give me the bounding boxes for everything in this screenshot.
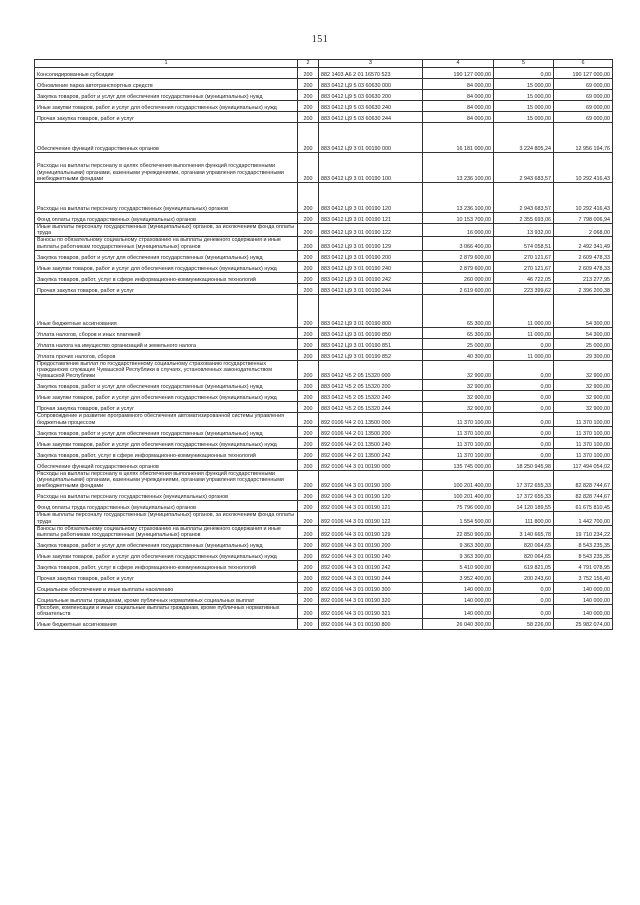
amount-cell: 14 120 189,55 [494, 501, 554, 512]
row-name-cell: Расходы на выплаты персоналу государственных (муниципальных) органов [35, 183, 298, 213]
amount-cell: 13 236 100,00 [423, 183, 494, 213]
amount-cell: 0,00 [494, 402, 554, 413]
budget-classification-code: 892 0106 Ч4 2 01 13500 200 [319, 426, 423, 437]
column-number: 2 [298, 60, 319, 68]
budget-classification-code: 883 0412 Ц9 3 01 00190 100 [319, 153, 423, 183]
budget-classification-code: 883 0412 Ц9 3 01 00190 850 [319, 327, 423, 338]
table-row [35, 512, 613, 525]
row-name-cell: Иные закупки товаров, работ и услуг для обеспечения государственных (муниципальных) нужд [35, 101, 298, 112]
table-row [35, 490, 613, 501]
row-code-cell: 200 [298, 349, 319, 360]
budget-classification-code: 883 0412 Ц9 3 01 00190 200 [319, 250, 423, 261]
amount-cell: 11 370 100,00 [554, 413, 613, 426]
amount-cell: 17 372 655,33 [494, 470, 554, 490]
budget-execution-table [34, 59, 613, 630]
row-code-cell: 200 [298, 101, 319, 112]
row-code-cell: 200 [298, 490, 319, 501]
amount-cell: 25 982 074,00 [554, 618, 613, 629]
amount-cell: 190 127 000,00 [423, 68, 494, 79]
amount-cell: 117 494 054,02 [554, 459, 613, 470]
budget-classification-code: 892 0106 Ч4 2 01 13500 242 [319, 448, 423, 459]
table-row [35, 618, 613, 629]
row-name-cell: Сопровождение и развитие программного обеспечения автоматизированной системы управления бюджетным процессом [35, 413, 298, 426]
row-code-cell: 200 [298, 250, 319, 261]
amount-cell: 0,00 [494, 391, 554, 402]
amount-cell: 0,00 [494, 380, 554, 391]
amount-cell: 0,00 [494, 448, 554, 459]
column-number: 5 [494, 60, 554, 68]
amount-cell: 7 798 006,94 [554, 213, 613, 224]
row-name-cell: Прочая закупка товаров, работ и услуг [35, 283, 298, 294]
table-row [35, 525, 613, 538]
amount-cell: 0,00 [494, 437, 554, 448]
table-row [35, 380, 613, 391]
amount-cell: 3 752 156,40 [554, 572, 613, 583]
row-code-cell: 200 [298, 123, 319, 153]
row-code-cell: 200 [298, 360, 319, 380]
amount-cell: 11 370 100,00 [554, 426, 613, 437]
amount-cell: 10 153 700,00 [423, 213, 494, 224]
amount-cell: 2 879 600,00 [423, 261, 494, 272]
amount-cell: 11 370 100,00 [423, 413, 494, 426]
amount-cell: 2 943 683,57 [494, 183, 554, 213]
budget-classification-code: 892 0106 Ч4 3 01 00190 120 [319, 490, 423, 501]
amount-cell: 135 745 000,00 [423, 459, 494, 470]
amount-cell: 140 000,00 [554, 583, 613, 594]
row-name-cell: Иные бюджетные ассигнования [35, 618, 298, 629]
row-code-cell: 200 [298, 183, 319, 213]
table-row [35, 79, 613, 90]
table-row [35, 237, 613, 250]
table-row [35, 402, 613, 413]
row-name-cell: Уплата прочих налогов, сборов [35, 349, 298, 360]
amount-cell: 2 068,00 [554, 224, 613, 237]
row-name-cell: Фонд оплаты труда государственных (муниципальных) органов [35, 501, 298, 512]
row-code-cell: 200 [298, 437, 319, 448]
row-code-cell: 200 [298, 470, 319, 490]
row-name-cell: Иные закупки товаров, работ и услуг для обеспечения государственных (муниципальных) нужд [35, 391, 298, 402]
table-row [35, 539, 613, 550]
amount-cell: 18 250 945,98 [494, 459, 554, 470]
table-row [35, 426, 613, 437]
budget-classification-code: 882 1403 А6 2 01 16570 523 [319, 68, 423, 79]
row-name-cell: Уплата налога на имущество организаций и земельного налога [35, 338, 298, 349]
amount-cell: 0,00 [494, 583, 554, 594]
amount-cell: 10 292 416,43 [554, 153, 613, 183]
amount-cell: 1 442 700,00 [554, 512, 613, 525]
amount-cell: 32 900,00 [423, 391, 494, 402]
row-code-cell: 200 [298, 583, 319, 594]
amount-cell: 11 370 100,00 [554, 437, 613, 448]
amount-cell: 15 000,00 [494, 90, 554, 101]
row-name-cell: Взносы по обязательному социальному страхованию на выплаты денежного содержания и иные выплаты работникам государственных (муниципальных) органов [35, 525, 298, 538]
row-code-cell: 200 [298, 605, 319, 618]
row-code-cell: 200 [298, 459, 319, 470]
amount-cell: 140 000,00 [554, 605, 613, 618]
row-code-cell: 200 [298, 68, 319, 79]
row-name-cell: Закупка товаров, работ и услуг для обеспечения государственных (муниципальных) нужд [35, 539, 298, 550]
budget-classification-code: 883 0412 Ц9 5 03 60630 244 [319, 112, 423, 123]
amount-cell: 65 300,00 [423, 294, 494, 327]
budget-classification-code: 883 0412 Ц9 3 01 00190 240 [319, 261, 423, 272]
amount-cell: 140 000,00 [554, 594, 613, 605]
row-code-cell: 200 [298, 539, 319, 550]
amount-cell: 32 900,00 [554, 360, 613, 380]
amount-cell: 32 900,00 [554, 380, 613, 391]
amount-cell: 2 619 600,00 [423, 283, 494, 294]
amount-cell: 84 000,00 [423, 79, 494, 90]
amount-cell: 46 722,05 [494, 272, 554, 283]
amount-cell: 13 236 100,00 [423, 153, 494, 183]
table-row [35, 153, 613, 183]
amount-cell: 5 410 900,00 [423, 561, 494, 572]
table-row [35, 470, 613, 490]
row-name-cell: Консолидированные субсидии [35, 68, 298, 79]
amount-cell: 32 900,00 [423, 402, 494, 413]
amount-cell: 2 609 478,33 [554, 261, 613, 272]
amount-cell: 32 900,00 [423, 360, 494, 380]
row-name-cell: Иные закупки товаров, работ и услуг для обеспечения государственных (муниципальных) нужд [35, 261, 298, 272]
amount-cell: 11 370 100,00 [423, 448, 494, 459]
row-name-cell: Закупка товаров, работ, услуг в сфере информационно-коммуникационных технологий [35, 561, 298, 572]
row-code-cell: 200 [298, 213, 319, 224]
row-name-cell: Социальное обеспечение и иные выплаты населению [35, 583, 298, 594]
budget-classification-code: 883 0412 Ц9 3 01 00190 242 [319, 272, 423, 283]
table-row [35, 213, 613, 224]
amount-cell: 13 932,00 [494, 224, 554, 237]
budget-classification-code: 883 0412 Ц9 3 01 00190 122 [319, 224, 423, 237]
row-code-cell: 200 [298, 153, 319, 183]
table-row [35, 561, 613, 572]
budget-classification-code: 892 0106 Ч4 3 01 00190 242 [319, 561, 423, 572]
budget-classification-code: 883 0412 Ч5 2 05 15320 240 [319, 391, 423, 402]
row-code-cell: 200 [298, 272, 319, 283]
budget-classification-code: 883 0412 Ч5 2 05 15320 244 [319, 402, 423, 413]
table-row [35, 459, 613, 470]
amount-cell: 32 900,00 [554, 391, 613, 402]
amount-cell: 22 850 900,00 [423, 525, 494, 538]
amount-cell: 29 300,00 [554, 349, 613, 360]
amount-cell: 69 000,00 [554, 90, 613, 101]
row-name-cell: Закупка товаров, работ, услуг в сфере информационно-коммуникационных технологий [35, 272, 298, 283]
amount-cell: 0,00 [494, 413, 554, 426]
table-row [35, 605, 613, 618]
table-row [35, 327, 613, 338]
amount-cell: 15 000,00 [494, 79, 554, 90]
amount-cell: 17 372 655,33 [494, 490, 554, 501]
budget-classification-code: 892 0106 Ч4 3 01 00190 800 [319, 618, 423, 629]
amount-cell: 65 300,00 [423, 327, 494, 338]
budget-classification-code: 892 0106 Ч4 2 01 13500 240 [319, 437, 423, 448]
amount-cell: 9 363 300,00 [423, 539, 494, 550]
amount-cell: 190 127 000,00 [554, 68, 613, 79]
table-row [35, 501, 613, 512]
amount-cell: 574 058,51 [494, 237, 554, 250]
budget-classification-code: 883 0412 Ц9 3 01 00190 000 [319, 123, 423, 153]
column-number: 1 [35, 60, 298, 68]
table-row [35, 272, 613, 283]
row-name-cell: Обеспечение функций государственных органов [35, 459, 298, 470]
row-name-cell: Прочая закупка товаров, работ и услуг [35, 402, 298, 413]
budget-classification-code: 892 0106 Ч4 3 01 00190 129 [319, 525, 423, 538]
row-code-cell: 200 [298, 79, 319, 90]
amount-cell: 15 000,00 [494, 112, 554, 123]
amount-cell: 3 952 400,00 [423, 572, 494, 583]
amount-cell: 270 121,67 [494, 250, 554, 261]
row-code-cell: 200 [298, 426, 319, 437]
budget-classification-code: 892 0106 Ч4 3 01 00190 000 [319, 459, 423, 470]
row-name-cell: Обеспечение функций государственных органов [35, 123, 298, 153]
row-code-cell: 200 [298, 594, 319, 605]
budget-classification-code: 892 0106 Ч4 3 01 00190 321 [319, 605, 423, 618]
row-code-cell: 200 [298, 391, 319, 402]
row-name-cell: Закупка товаров, работ и услуг для обеспечения государственных (муниципальных) нужд [35, 426, 298, 437]
budget-classification-code: 892 0106 Ч4 3 01 00190 320 [319, 594, 423, 605]
row-name-cell: Иные бюджетные ассигнования [35, 294, 298, 327]
budget-classification-code: 883 0412 Ц9 3 01 00190 852 [319, 349, 423, 360]
row-code-cell: 200 [298, 338, 319, 349]
row-name-cell: Закупка товаров, работ, услуг в сфере информационно-коммуникационных технологий [35, 448, 298, 459]
column-number: 3 [319, 60, 423, 68]
amount-cell: 8 543 235,35 [554, 539, 613, 550]
amount-cell: 0,00 [494, 338, 554, 349]
table-row [35, 413, 613, 426]
row-name-cell: Уплата налогов, сборов и иных платежей [35, 327, 298, 338]
row-code-cell: 200 [298, 618, 319, 629]
amount-cell: 61 675 810,45 [554, 501, 613, 512]
amount-cell: 69 000,00 [554, 112, 613, 123]
amount-cell: 15 000,00 [494, 101, 554, 112]
amount-cell: 32 900,00 [554, 402, 613, 413]
table-row [35, 283, 613, 294]
table-row [35, 360, 613, 380]
row-name-cell: Расходы на выплаты персоналу государственных (муниципальных) органов [35, 490, 298, 501]
budget-classification-code: 883 0412 Ц9 5 03 60630 240 [319, 101, 423, 112]
amount-cell: 16 181 000,00 [423, 123, 494, 153]
amount-cell: 11 000,00 [494, 349, 554, 360]
row-name-cell: Иные закупки товаров, работ и услуг для обеспечения государственных (муниципальных) нужд [35, 437, 298, 448]
row-code-cell: 200 [298, 224, 319, 237]
table-row [35, 550, 613, 561]
row-code-cell: 200 [298, 294, 319, 327]
amount-cell: 140 000,00 [423, 583, 494, 594]
amount-cell: 100 201 400,00 [423, 490, 494, 501]
amount-cell: 2 879 600,00 [423, 250, 494, 261]
amount-cell: 11 000,00 [494, 294, 554, 327]
amount-cell: 9 363 300,00 [423, 550, 494, 561]
budget-classification-code: 883 0412 Ч5 2 05 15320 200 [319, 380, 423, 391]
table-row [35, 338, 613, 349]
row-name-cell: Взносы по обязательному социальному страхованию на выплаты денежного содержания и иные выплаты работникам государственных (муниципальных) органов [35, 237, 298, 250]
amount-cell: 82 828 744,67 [554, 470, 613, 490]
amount-cell: 0,00 [494, 594, 554, 605]
row-name-cell: Прочая закупка товаров, работ и услуг [35, 572, 298, 583]
budget-classification-code: 883 0412 Ц9 3 01 00190 129 [319, 237, 423, 250]
row-code-cell: 200 [298, 561, 319, 572]
table-row [35, 123, 613, 153]
amount-cell: 26 040 300,00 [423, 618, 494, 629]
amount-cell: 40 300,00 [423, 349, 494, 360]
column-number: 4 [423, 60, 494, 68]
row-code-cell: 200 [298, 261, 319, 272]
amount-cell: 84 000,00 [423, 112, 494, 123]
table-row [35, 594, 613, 605]
amount-cell: 11 370 100,00 [554, 448, 613, 459]
row-code-cell: 200 [298, 413, 319, 426]
amount-cell: 223 399,62 [494, 283, 554, 294]
row-code-cell: 200 [298, 283, 319, 294]
amount-cell: 82 828 744,67 [554, 490, 613, 501]
amount-cell: 0,00 [494, 360, 554, 380]
row-code-cell: 200 [298, 402, 319, 413]
budget-classification-code: 892 0106 Ч4 3 01 00190 122 [319, 512, 423, 525]
amount-cell: 75 796 000,00 [423, 501, 494, 512]
column-number: 6 [554, 60, 613, 68]
row-name-cell: Закупка товаров, работ и услуг для обеспечения государственных (муниципальных) нужд [35, 380, 298, 391]
table-row [35, 68, 613, 79]
budget-classification-code: 892 0106 Ч4 3 01 00190 121 [319, 501, 423, 512]
table-row [35, 250, 613, 261]
amount-cell: 2 396 200,38 [554, 283, 613, 294]
table-row [35, 294, 613, 327]
budget-classification-code: 883 0412 Ц9 5 03 60630 200 [319, 90, 423, 101]
amount-cell: 4 791 078,95 [554, 561, 613, 572]
amount-cell: 19 710 234,22 [554, 525, 613, 538]
row-name-cell: Пособия, компенсации и иные социальные выплаты гражданам, кроме публичных нормативных обязательств [35, 605, 298, 618]
row-code-cell: 200 [298, 380, 319, 391]
row-name-cell: Прочая закупка товаров, работ и услуг [35, 112, 298, 123]
amount-cell: 25 000,00 [554, 338, 613, 349]
amount-cell: 140 000,00 [423, 594, 494, 605]
amount-cell: 69 000,00 [554, 101, 613, 112]
budget-classification-code: 892 0106 Ч4 3 01 00190 300 [319, 583, 423, 594]
amount-cell: 2 355 693,06 [494, 213, 554, 224]
budget-classification-code: 892 0106 Ч4 3 01 00190 244 [319, 572, 423, 583]
amount-cell: 11 000,00 [494, 327, 554, 338]
page-number: 151 [311, 34, 329, 45]
amount-cell: 16 000,00 [423, 224, 494, 237]
amount-cell: 1 554 500,00 [423, 512, 494, 525]
amount-cell: 69 000,00 [554, 79, 613, 90]
row-code-cell: 200 [298, 90, 319, 101]
amount-cell: 54 300,00 [554, 294, 613, 327]
amount-cell: 8 543 235,35 [554, 550, 613, 561]
row-code-cell: 200 [298, 112, 319, 123]
amount-cell: 84 000,00 [423, 101, 494, 112]
budget-classification-code: 892 0106 Ч4 3 01 00190 240 [319, 550, 423, 561]
row-name-cell: Закупка товаров, работ и услуг для обеспечения государственных (муниципальных) нужд [35, 90, 298, 101]
row-code-cell: 200 [298, 525, 319, 538]
row-name-cell: Иные выплаты персоналу государственных (муниципальных) органов, за исключением фонда оплаты труда [35, 512, 298, 525]
row-name-cell: Иные выплаты персоналу государственных (муниципальных) органов, за исключением фонда оплаты труда [35, 224, 298, 237]
row-code-cell: 200 [298, 237, 319, 250]
row-code-cell: 200 [298, 501, 319, 512]
amount-cell: 111 800,00 [494, 512, 554, 525]
amount-cell: 100 201 400,00 [423, 470, 494, 490]
amount-cell: 200 243,60 [494, 572, 554, 583]
amount-cell: 25 000,00 [423, 338, 494, 349]
row-name-cell: Обновление парка автотранспортных средств [35, 79, 298, 90]
table-row [35, 391, 613, 402]
amount-cell: 260 000,00 [423, 272, 494, 283]
amount-cell: 2 609 478,33 [554, 250, 613, 261]
row-name-cell: Расходы на выплаты персоналу в целях обеспечения выполнения функций государственными (муниципальными) органами, казенными учреждениями, органами управления государственными внебюджетными фондами [35, 153, 298, 183]
amount-cell: 2 943 683,57 [494, 153, 554, 183]
table-row [35, 183, 613, 213]
amount-cell: 54 300,00 [554, 327, 613, 338]
table-row [35, 349, 613, 360]
budget-classification-code: 892 0106 Ч4 3 01 00190 100 [319, 470, 423, 490]
table-row [35, 448, 613, 459]
table-row [35, 583, 613, 594]
amount-cell: 0,00 [494, 426, 554, 437]
amount-cell: 140 000,00 [423, 605, 494, 618]
row-code-cell: 200 [298, 327, 319, 338]
amount-cell: 58 226,00 [494, 618, 554, 629]
row-name-cell: Закупка товаров, работ и услуг для обеспечения государственных (муниципальных) нужд [35, 250, 298, 261]
row-name-cell: Иные закупки товаров, работ и услуг для обеспечения государственных (муниципальных) нужд [35, 550, 298, 561]
budget-classification-code: 883 0412 Ц9 3 01 00190 121 [319, 213, 423, 224]
amount-cell: 820 064,65 [494, 550, 554, 561]
budget-classification-code: 883 0412 Ц9 3 01 00190 120 [319, 183, 423, 213]
table-row [35, 437, 613, 448]
table-body [35, 68, 613, 630]
budget-classification-code: 883 0412 Ч5 2 05 15320 000 [319, 360, 423, 380]
amount-cell: 12 956 194,76 [554, 123, 613, 153]
amount-cell: 3 140 665,78 [494, 525, 554, 538]
amount-cell: 3 224 805,24 [494, 123, 554, 153]
amount-cell: 0,00 [494, 605, 554, 618]
row-name-cell: Фонд оплаты труда государственных (муниципальных) органов [35, 213, 298, 224]
budget-classification-code: 883 0412 Ц9 5 03 60630 000 [319, 79, 423, 90]
table-row [35, 572, 613, 583]
amount-cell: 820 064,65 [494, 539, 554, 550]
amount-cell: 3 066 400,00 [423, 237, 494, 250]
amount-cell: 2 492 341,49 [554, 237, 613, 250]
table-row [35, 261, 613, 272]
table-row [35, 101, 613, 112]
amount-cell: 11 370 100,00 [423, 437, 494, 448]
row-code-cell: 200 [298, 550, 319, 561]
budget-classification-code: 892 0106 Ч4 2 01 13500 000 [319, 413, 423, 426]
row-code-cell: 200 [298, 448, 319, 459]
row-name-cell: Расходы на выплаты персоналу в целях обеспечения выполнения функций государственными (муниципальными) органами, казенными учреждениями, органами управления государственными внебюджетными фондами [35, 470, 298, 490]
table-row [35, 90, 613, 101]
amount-cell: 84 000,00 [423, 90, 494, 101]
table-row [35, 224, 613, 237]
budget-classification-code: 883 0412 Ц9 3 01 00190 800 [319, 294, 423, 327]
amount-cell: 270 121,67 [494, 261, 554, 272]
row-name-cell: Предоставление выплат по государственному социальному страхованию государственных гражданских служащих Чувашской Республики в случаях, установленных законодательством Чувашской Республики [35, 360, 298, 380]
table-row [35, 112, 613, 123]
column-number-row [35, 60, 613, 68]
budget-classification-code: 883 0412 Ц9 3 01 00190 244 [319, 283, 423, 294]
budget-classification-code: 883 0412 Ц9 3 01 00190 851 [319, 338, 423, 349]
amount-cell: 32 900,00 [423, 380, 494, 391]
amount-cell: 11 370 100,00 [423, 426, 494, 437]
amount-cell: 619 821,05 [494, 561, 554, 572]
budget-classification-code: 892 0106 Ч4 3 01 00190 200 [319, 539, 423, 550]
row-name-cell: Социальные выплаты гражданам, кроме публичных нормативных социальных выплат [35, 594, 298, 605]
amount-cell: 0,00 [494, 68, 554, 79]
row-code-cell: 200 [298, 512, 319, 525]
amount-cell: 213 277,95 [554, 272, 613, 283]
row-code-cell: 200 [298, 572, 319, 583]
amount-cell: 10 292 416,43 [554, 183, 613, 213]
